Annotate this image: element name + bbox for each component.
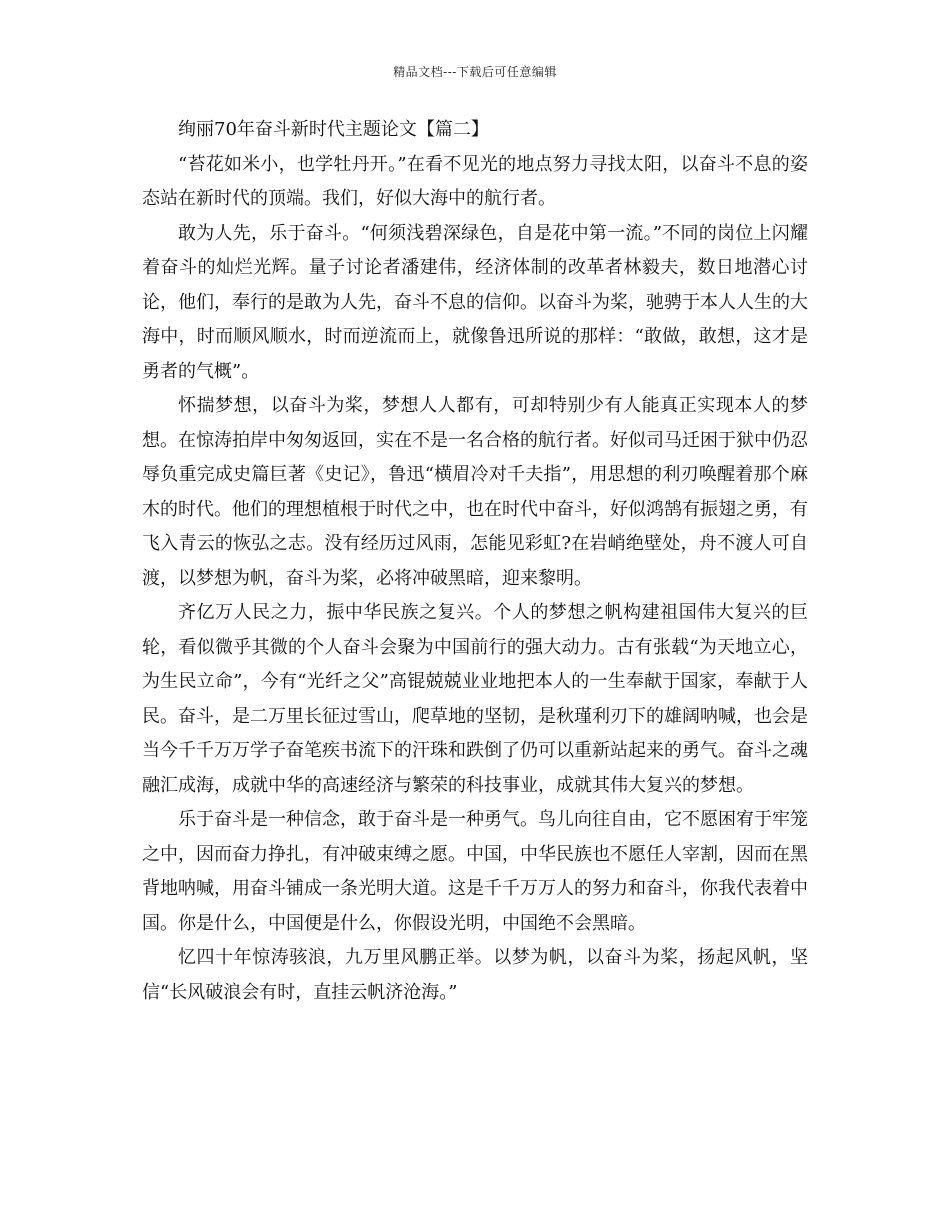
document-title: 绚丽70年奋斗新时代主题论文【篇二】: [178, 119, 489, 140]
paragraph-6: 忆四十年惊涛骇浪，九万里风鹏正举。以梦为帆，以奋斗为桨，扬起风帆，坚信“长风破浪会有时，直挂云帆济沧海。”: [142, 947, 808, 1003]
paragraph-3: 怀揣梦想，以奋斗为桨，梦想人人都有，可却特别少有人能真正实现本人的梦想。在惊涛拍岸中匆匆返回，实在不是一名合格的航行者。好似司马迁困于狱中仍忍辱负重完成史篇巨著《史记》，鲁迅“横眉冷对千夫指”，用思想的利刃唤醒着那个麻木的时代。他们的理想植根于时代之中，也在时代中奋斗，好似鸿鹄有振翅之勇，有飞入青云的恢弘之志。没有经历过风雨，怎能见彩虹?在岩峭绝壁处，舟不渡人可自渡，以梦想为帆，奋斗为桨，必将冲破黑暗，迎来黎明。: [142, 395, 808, 589]
document-body: [142, 113, 808, 1010]
paragraph-2: 敢为人先，乐于奋斗。“何须浅碧深绿色，自是花中第一流。”不同的岗位上闪耀着奋斗的灿烂光辉。量子讨论者潘建伟，经济体制的改革者林毅夫，数日地潜心讨论，他们，奉行的是敢为人先，奋斗不息的信仰。以奋斗为桨，驰骋于本人人生的大海中，时而顺风顺水，时而逆流而上，就像鲁迅所说的那样：“敢做，敢想，这才是勇者的气概”。: [142, 222, 808, 382]
paragraph-5: 乐于奋斗是一种信念，敢于奋斗是一种勇气。鸟儿向往自由，它不愿困宥于牢笼之中，因而奋力挣扎，有冲破束缚之愿。中国，中华民族也不愿任人宰割，因而在黑背地呐喊，用奋斗铺成一条光明大道。这是千千万万人的努力和奋斗，你我代表着中国。你是什么，中国便是什么，你假设光明，中国绝不会黑暗。: [142, 809, 808, 934]
paragraph-1: “苔花如米小，也学牡丹开。”在看不见光的地点努力寻找太阳，以奋斗不息的姿态站在新时代的顶端。我们，好似大海中的航行者。: [142, 153, 808, 209]
paragraph-4: 齐亿万人民之力，振中华民族之复兴。个人的梦想之帆构建祖国伟大复兴的巨轮，看似微乎其微的个人奋斗会聚为中国前行的强大动力。古有张载“为天地立心，为生民立命”，今有“光纤之父”高锟兢兢业业地把本人的一生奉献于国家，奉献于人民。奋斗，是二万里长征过雪山，爬草地的坚韧，是秋瑾利刃下的雄阔呐喊，也会是当今千千万万学子奋笔疾书流下的汗珠和跌倒了仍可以重新站起来的勇气。奋斗之魂融汇成海，成就中华的高速经济与繁荣的科技事业，成就其伟大复兴的梦想。: [142, 602, 808, 796]
page-header: 精品文档---下载后可任意编辑: [393, 65, 557, 79]
